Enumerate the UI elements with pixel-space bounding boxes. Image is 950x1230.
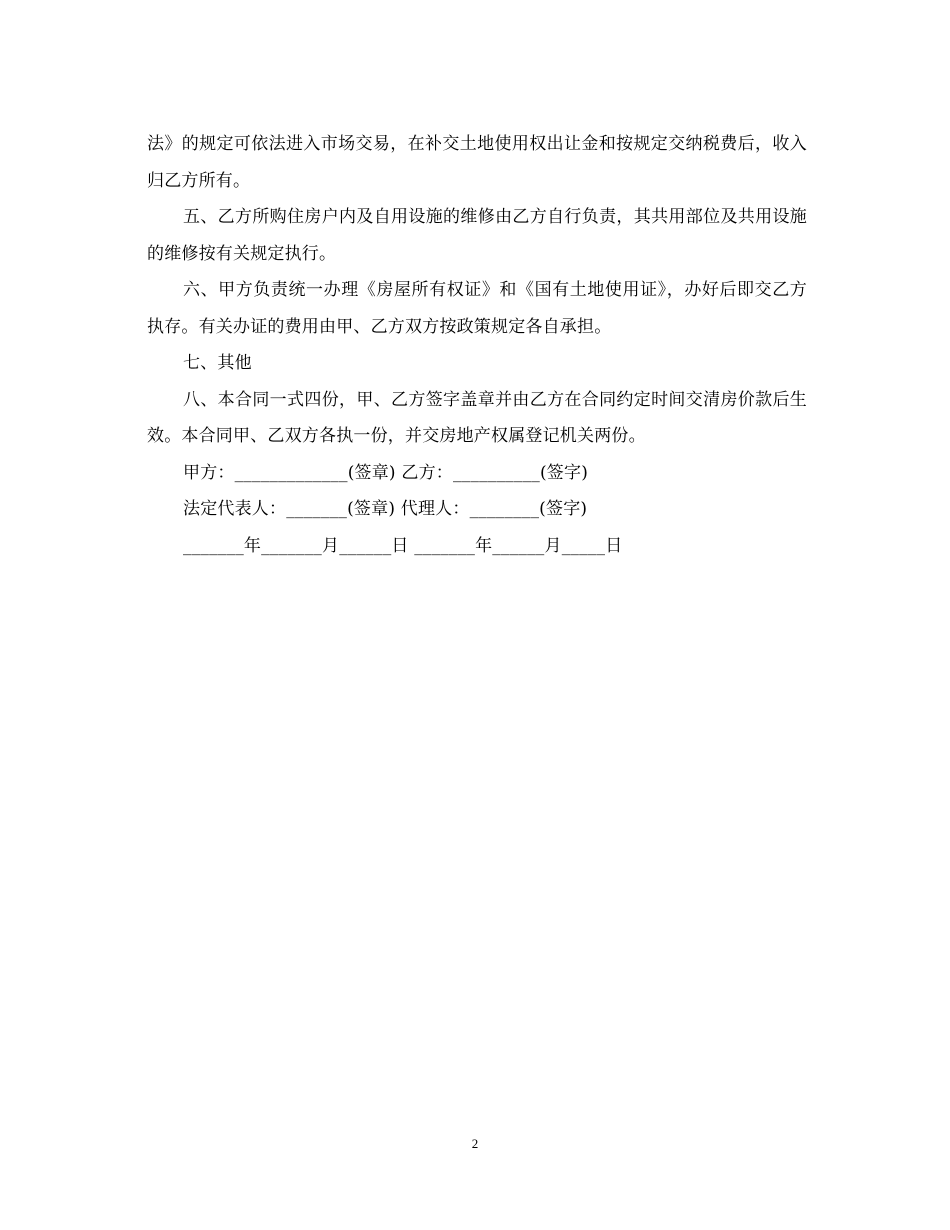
signature-party-line: 甲方：_____________(签章) 乙方：__________(签字) <box>183 462 589 483</box>
signature-representative-line: 法定代表人：_______(签章) 代理人：________(签字) <box>183 499 588 519</box>
paragraph-clause-5: 五、乙方所购住房户内及自用设施的维修由乙方自行负责，其共用部位及共用设施的维修按有关规定执行。 <box>147 207 807 264</box>
paragraph-clause-6: 六、甲方负责统一办理《房屋所有权证》和《国有土地使用证》，办好后即交乙方执存。有关办证的费用由甲、乙方双方按政策规定各自承担。 <box>147 280 807 337</box>
document-body <box>147 126 807 564</box>
paragraph-clause-7: 七、其他 <box>183 353 252 373</box>
paragraph-continuation: 法》的规定可依法进入市场交易，在补交土地使用权出让金和按规定交纳税费后，收入归乙方所有。 <box>147 134 807 191</box>
signature-date-line: _______年_______月______日 _______年______月_____日 <box>183 535 623 556</box>
paragraph-clause-8: 八、本合同一式四份，甲、乙方签字盖章并由乙方在合同约定时间交清房价款后生效。本合同甲、乙双方各执一份，并交房地产权属登记机关两份。 <box>147 389 807 446</box>
page-number: 2 <box>471 1136 479 1151</box>
